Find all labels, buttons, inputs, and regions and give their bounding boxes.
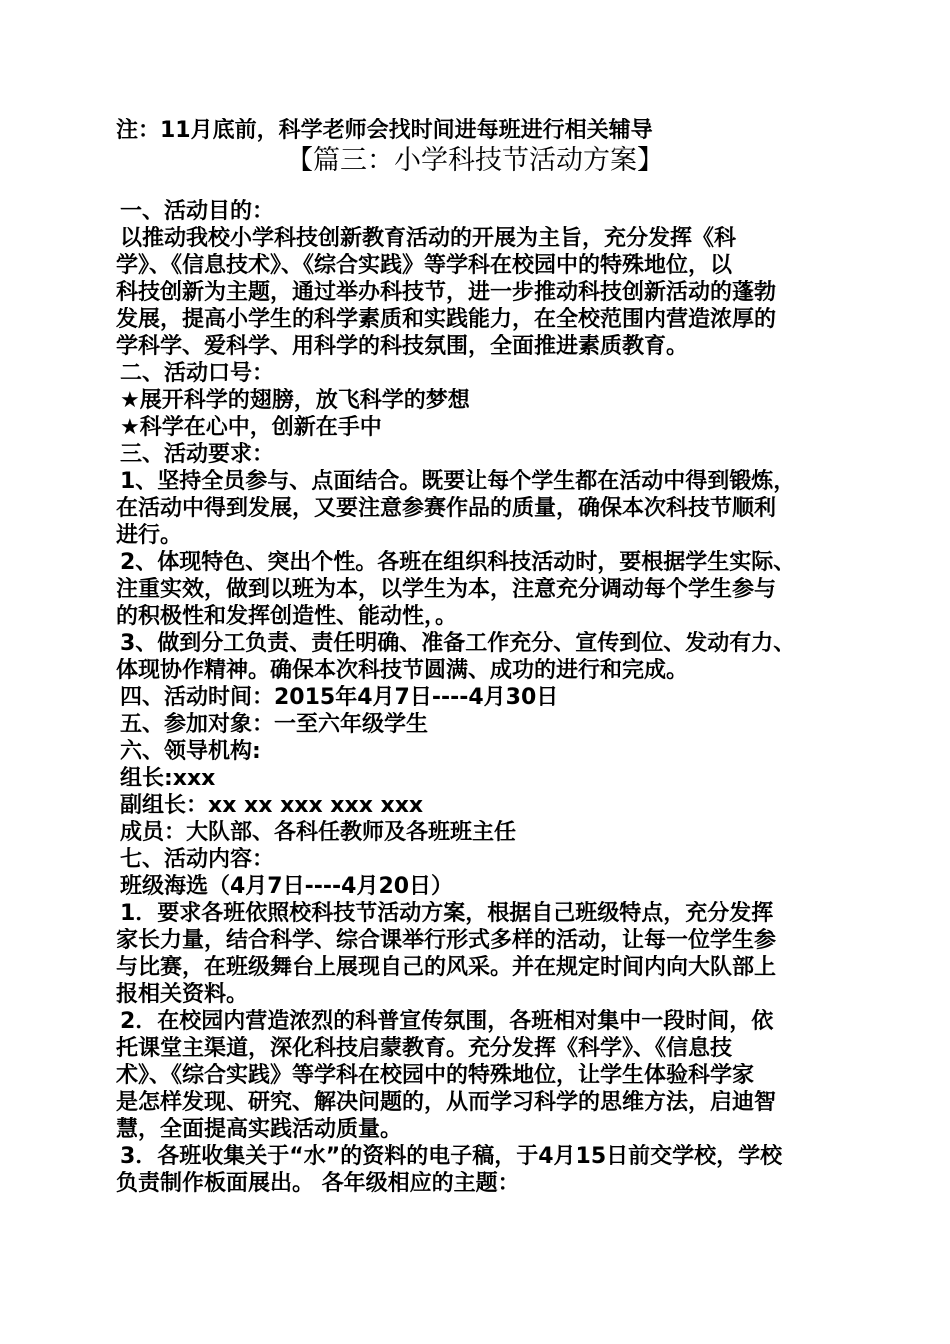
page-title: 【篇三：小学科技节活动方案】 xyxy=(286,145,664,176)
activity-time: 四、活动时间：2015年4月7日----4月30日 xyxy=(120,685,559,710)
paragraph-line: 1．要求各班依照校科技节活动方案，根据自己班级特点，充分发挥 xyxy=(120,901,774,926)
deputy-leader-line: 副组长：xx xx xxx xxx xxx xyxy=(120,793,424,818)
paragraph-line: 学科学、爱科学、用科学的科技氛围，全面推进素质教育。 xyxy=(116,334,689,359)
paragraph-line: 的积极性和发挥创造性、能动性，。 xyxy=(116,604,458,629)
paragraph-line: 发展，提高小学生的科学素质和实践能力，在全校范围内营造浓厚的 xyxy=(116,307,777,332)
paragraph-line: 负责制作板面展出。 各年级相应的主题： xyxy=(116,1171,520,1196)
section-heading: 六、领导机构: xyxy=(120,739,261,764)
members-line: 成员：大队部、各科任教师及各班班主任 xyxy=(120,820,517,845)
paragraph-line: 与比赛，在班级舞台上展现自己的风采。并在规定时间内向大队部上 xyxy=(116,955,777,980)
paragraph-line: 以推动我校小学科技创新教育活动的开展为主旨，充分发挥《科 xyxy=(120,226,737,251)
paragraph-line: 3．各班收集关于“水”的资料的电子稿，于4月15日前交学校，学校 xyxy=(120,1144,783,1169)
paragraph-line: 慧，全面提高实践活动质量。 xyxy=(116,1117,403,1142)
paragraph-line: 托课堂主渠道，深化科技启蒙教育。充分发挥《科学》、《信息技 xyxy=(116,1036,733,1061)
paragraph-line: 注重实效，做到以班为本，以学生为本，注意充分调动每个学生参与 xyxy=(116,577,777,602)
paragraph-line: 进行。 xyxy=(116,523,183,548)
paragraph-line: 2、体现特色、突出个性。各班在组织科技活动时，要根据学生实际、 xyxy=(120,550,796,575)
section-heading: 三、活动要求： xyxy=(120,442,275,467)
participants: 五、参加对象：一至六年级学生 xyxy=(120,712,429,737)
paragraph-line: 学》、《信息技术》、《综合实践》等学科在校园中的特殊地位，以 xyxy=(116,253,733,278)
paragraph-line: 1、坚持全员参与、点面结合。既要让每个学生都在活动中得到锻炼， xyxy=(120,469,796,494)
paragraph-line: 在活动中得到发展，又要注意参赛作品的质量，确保本次科技节顺利 xyxy=(116,496,777,521)
paragraph-line: 3、做到分工负责、责任明确、准备工作充分、宣传到位、发动有力、 xyxy=(120,631,796,656)
paragraph-line: 家长力量，结合科学、综合课举行形式多样的活动，让每一位学生参 xyxy=(116,928,777,953)
note-line: 注：11月底前，科学老师会找时间进每班进行相关辅导 xyxy=(116,118,653,143)
paragraph-line: 报相关资料。 xyxy=(116,982,249,1007)
paragraph-line: 术》、《综合实践》等学科在校园中的特殊地位，让学生体验科学家 xyxy=(116,1063,755,1088)
slogan-line: ★展开科学的翅膀，放飞科学的梦想 xyxy=(120,388,470,413)
paragraph-line: 是怎样发现、研究、解决问题的，从而学习科学的思维方法，启迪智 xyxy=(116,1090,777,1115)
paragraph-line: 科技创新为主题，通过举办科技节，进一步推动科技创新活动的蓬勃 xyxy=(116,280,777,305)
section-heading: 二、活动口号： xyxy=(120,361,275,386)
subsection-heading: 班级海选（4月7日----4月20日） xyxy=(120,874,454,899)
slogan-line: ★科学在心中，创新在手中 xyxy=(120,415,382,440)
section-heading: 一、活动目的： xyxy=(120,199,275,224)
paragraph-line: 2．在校园内营造浓烈的科普宣传氛围，各班相对集中一段时间，依 xyxy=(120,1009,774,1034)
paragraph-line: 体现协作精神。确保本次科技节圆满、成功的进行和完成。 xyxy=(116,658,689,683)
leader-line: 组长:xxx xyxy=(120,766,216,791)
section-heading: 七、活动内容： xyxy=(120,847,275,872)
